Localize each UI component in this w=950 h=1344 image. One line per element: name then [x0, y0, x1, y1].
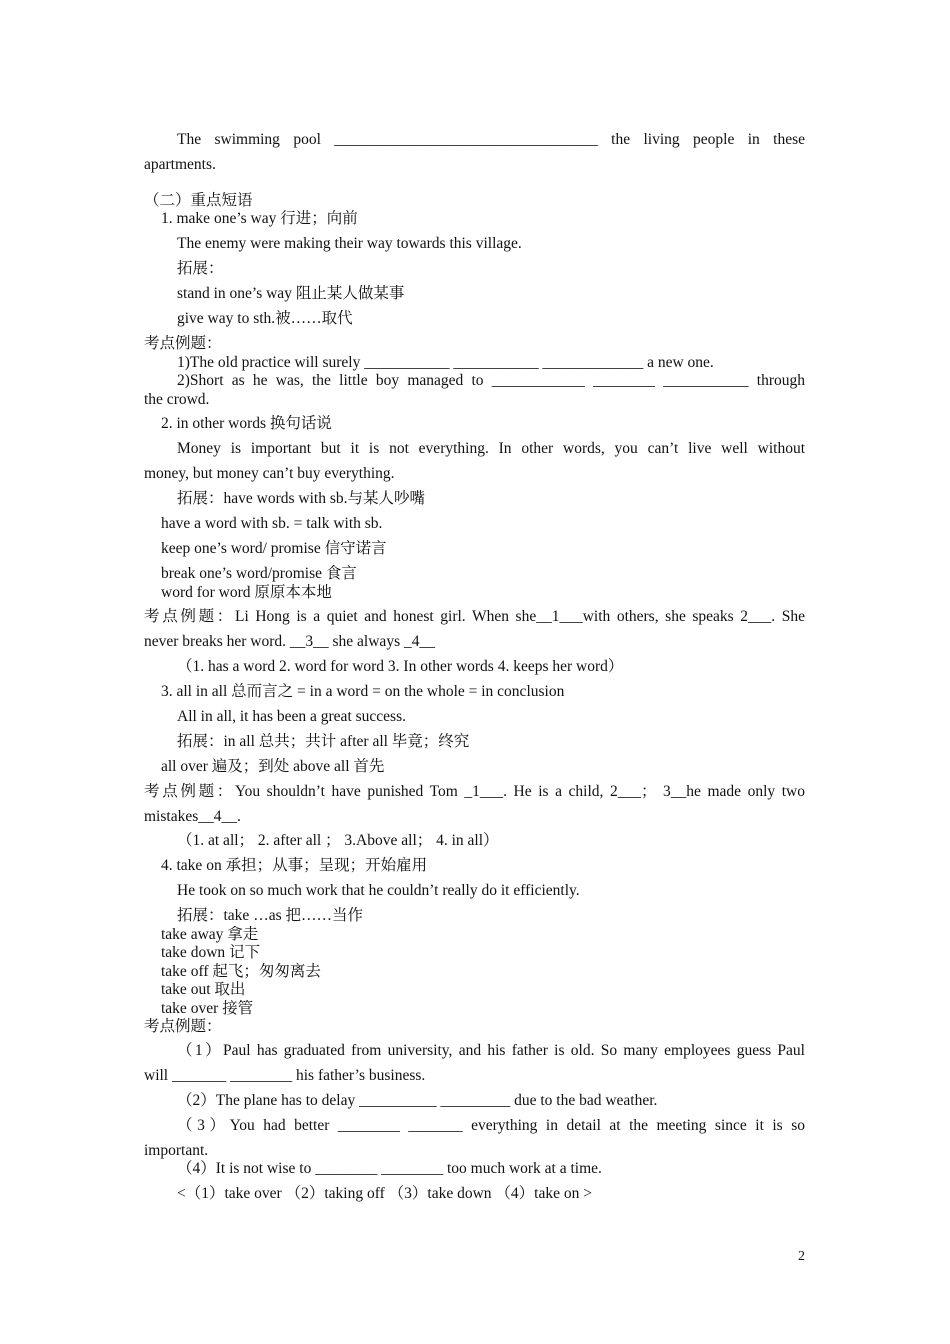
extension-item: stand in one’s way 阻止某人做某事: [177, 285, 405, 302]
example-sentence-continuation: money, but money can’t buy everything.: [144, 465, 395, 482]
exercise-sentence-continuation: apartments.: [144, 156, 216, 173]
extension-item: take off 起飞；匆匆离去: [161, 963, 321, 980]
phrase-heading-make-ones-way: 1. make one’s way 行进；向前: [161, 210, 358, 227]
extension-item: 拓展：take …as 把……当作: [177, 907, 363, 924]
exercise-item: （2）The plane has to delay __________ _________ due to the bad weather.: [177, 1092, 658, 1109]
extension-item: take down 记下: [161, 944, 261, 961]
section-heading-key-phrases: （二）重点短语: [144, 192, 253, 209]
extension-item: word for word 原原本本地: [161, 584, 332, 601]
exercise-paragraph: 考点例题：Li Hong is a quiet and honest girl. When she__1___with others, she speaks 2___. She: [144, 608, 805, 625]
exercise-item-continuation: will _______ ________ his father’s business.: [144, 1067, 426, 1084]
phrase-heading-take-on: 4. take on 承担；从事；呈现；开始雇用: [161, 857, 428, 874]
exercise-item: 2)Short as he was, the little boy managed to ____________ ________ ___________ through: [177, 372, 805, 389]
exercise-paragraph-continuation: never breaks her word. __3__ she always _4__: [144, 633, 435, 650]
exercise-label: 考点例题：: [144, 1018, 222, 1035]
page-number: 2: [798, 1249, 805, 1264]
exercise-item: （4）It is not wise to ________ ________ too much work at a time.: [177, 1160, 602, 1177]
extension-item: take over 接管: [161, 1000, 254, 1017]
exercise-item-continuation: important.: [144, 1142, 209, 1159]
phrase-heading-all-in-all: 3. all in all 总而言之 = in a word = on the whole = in conclusion: [161, 683, 565, 700]
exercise-answers: （1. at all； 2. after all ； 3.Above all； 4. in all）: [177, 832, 499, 849]
exercise-item: （1）Paul has graduated from university, and his father is old. So many employees guess Paul: [177, 1042, 805, 1059]
extension-label: 拓展：: [177, 260, 224, 277]
exercise-paragraph-continuation: mistakes__4__.: [144, 808, 241, 825]
example-sentence: He took on so much work that he couldn’t really do it efficiently.: [177, 882, 580, 899]
extension-item: 拓展：in all 总共；共计 after all 毕竟；终究: [177, 733, 470, 750]
exercise-item: 1)The old practice will surely ___________ ___________ _____________ a new one.: [177, 354, 714, 371]
exercise-sentence-swimming-pool: The swimming pool __________________________________ the living people in these: [177, 131, 805, 148]
extension-item: keep one’s word/ promise 信守诺言: [161, 540, 387, 557]
phrase-heading-in-other-words: 2. in other words 换句话说: [161, 415, 332, 432]
exercise-item-continuation: the crowd.: [144, 391, 210, 408]
exercise-answers: （1. has a word 2. word for word 3. In other words 4. keeps her word）: [177, 658, 624, 675]
extension-item: give way to sth.被……取代: [177, 310, 353, 327]
example-sentence: Money is important but it is not everything. In other words, you can’t live well without: [177, 440, 805, 457]
exercise-answers: <（1）take over （2）taking off （3）take down （4）take on >: [177, 1185, 592, 1202]
extension-item: take out 取出: [161, 981, 246, 998]
extension-item: 拓展：have words with sb.与某人吵嘴: [177, 490, 425, 507]
exercise-label: 考点例题：: [144, 335, 222, 352]
example-sentence: The enemy were making their way towards this village.: [177, 235, 522, 252]
extension-item: break one’s word/promise 食言: [161, 565, 357, 582]
example-sentence: All in all, it has been a great success.: [177, 708, 406, 725]
exercise-paragraph: 考点例题：You shouldn’t have punished Tom _1___. He is a child, 2___； 3__he made only two: [144, 783, 805, 800]
extension-item: have a word with sb. = talk with sb.: [161, 515, 383, 532]
extension-item: all over 遍及；到处 above all 首先: [161, 758, 385, 775]
extension-item: take away 拿走: [161, 926, 259, 943]
exercise-item: （3）You had better ________ _______ everything in detail at the meeting since it is so: [177, 1117, 805, 1134]
